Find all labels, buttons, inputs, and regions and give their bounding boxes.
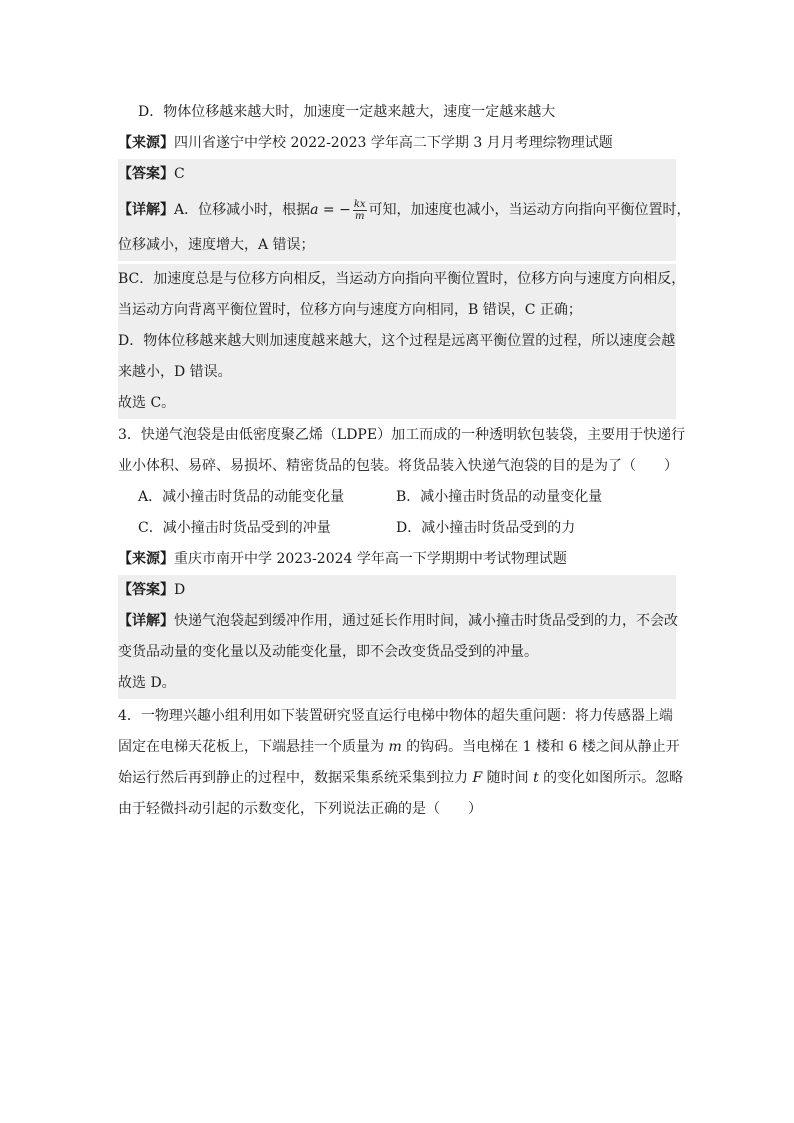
answer-value: D	[174, 582, 186, 598]
q3-conclusion: 故选 D。	[118, 668, 676, 699]
q3-detail-2: 变货品动量的变化量以及动能变化量，即不会改变货品受到的冲量。	[118, 637, 676, 668]
answer-tag: 【答案】	[118, 582, 174, 598]
q4-stem-text: 始运行然后再到静止的过程中，数据采集系统采集到拉力	[118, 770, 473, 786]
formula-denominator: m	[354, 210, 365, 222]
q3-options-row-2	[138, 513, 676, 544]
answer-tag: 【答案】	[118, 166, 174, 182]
detail-tag: 【详解】	[118, 202, 174, 218]
source-tag: 【来源】	[118, 551, 174, 567]
q4-stem-text: 随时间	[482, 770, 534, 786]
q3-source	[118, 544, 676, 575]
detail-tag: 【详解】	[118, 613, 174, 629]
q4-stem-1: 4．一物理兴趣小组利用如下装置研究竖直运行电梯中物体的超失重问题：将力传感器上端	[118, 708, 673, 724]
q3-answer	[118, 575, 676, 606]
formula-lhs: a = −	[310, 202, 351, 218]
q2-option-d: D．物体位移越来越大时，加速度一定越来越大，速度一定越来越大	[138, 104, 556, 120]
q3-option-b: B．减小撞击时货品的动量变化量	[396, 489, 603, 505]
q3-detail-1	[118, 606, 676, 637]
q2-detail-a2: 位移减小，速度增大，A 错误；	[118, 230, 676, 261]
q3-stem-1: 3．快递气泡袋是由低密度聚乙烯（LDPE）加工而成的一种透明软包装袋，主要用于快递行	[118, 427, 686, 443]
q2-detail-bc1: BC．加速度总是与位移方向相反，当运动方向指向平衡位置时，位移方向与速度方向相反，	[118, 264, 676, 295]
q3-option-a: A．减小撞击时货品的动能变化量	[138, 489, 345, 505]
q2-detail-a	[118, 190, 691, 230]
q3-stem-2: 业小体积、易碎、易损坏、精密货品的包装。将货品装入快递气泡袋的目的是为了（ ）	[118, 458, 678, 474]
q4-stem-3	[118, 763, 684, 794]
formula-numerator: kx	[353, 198, 366, 210]
var-m: m	[388, 739, 402, 755]
detail-text: 可知，加速度也减小，当运动方向指向平衡位置时，	[368, 202, 691, 218]
detail-text: A．位移减小时，根据	[174, 202, 311, 218]
q4-stem-2	[118, 732, 680, 763]
q4-stem-text: 的变化如图所示。忽略	[538, 770, 684, 786]
q2-answer	[118, 159, 676, 190]
q3-options-row-1	[138, 482, 676, 513]
q2-detail-d1: D．物体位移越来越大则加速度越来越大，这个过程是远离平衡位置的过程，所以速度会越	[118, 326, 676, 357]
q3-option-d: D．减小撞击时货品受到的力	[396, 520, 576, 536]
source-text: 四川省遂宁中学校 2022-2023 学年高二下学期 3 月月考理综物理试题	[174, 135, 613, 151]
q2-detail-bc2: 当运动方向背离平衡位置时，位移方向与速度方向相同，B 错误，C 正确；	[118, 295, 676, 326]
q4-stem-text: 的钩码。当电梯在 1 楼和 6 楼之间从静止开	[401, 739, 680, 755]
detail-text: 快递气泡袋起到缓冲作用，通过延长作用时间，减小撞击时货品受到的力，不会改	[174, 613, 678, 629]
formula-fraction	[353, 199, 367, 222]
source-text: 重庆市南开中学 2023-2024 学年高一下学期期中考试物理试题	[174, 551, 567, 567]
q2-detail-d2: 来越小，D 错误。	[118, 357, 676, 388]
var-f: F	[472, 770, 483, 786]
q2-conclusion: 故选 C。	[118, 388, 676, 419]
q4-stem-4: 由于轻微抖动引起的示数变化，下列说法正确的是（ ）	[118, 801, 482, 817]
var-t: t	[533, 770, 539, 786]
q2-source	[118, 128, 676, 159]
q3-option-c: C．减小撞击时货品受到的冲量	[138, 520, 331, 536]
answer-value: C	[174, 166, 185, 182]
q4-stem-text: 固定在电梯天花板上，下端悬挂一个质量为	[118, 739, 389, 755]
source-tag: 【来源】	[118, 135, 174, 151]
